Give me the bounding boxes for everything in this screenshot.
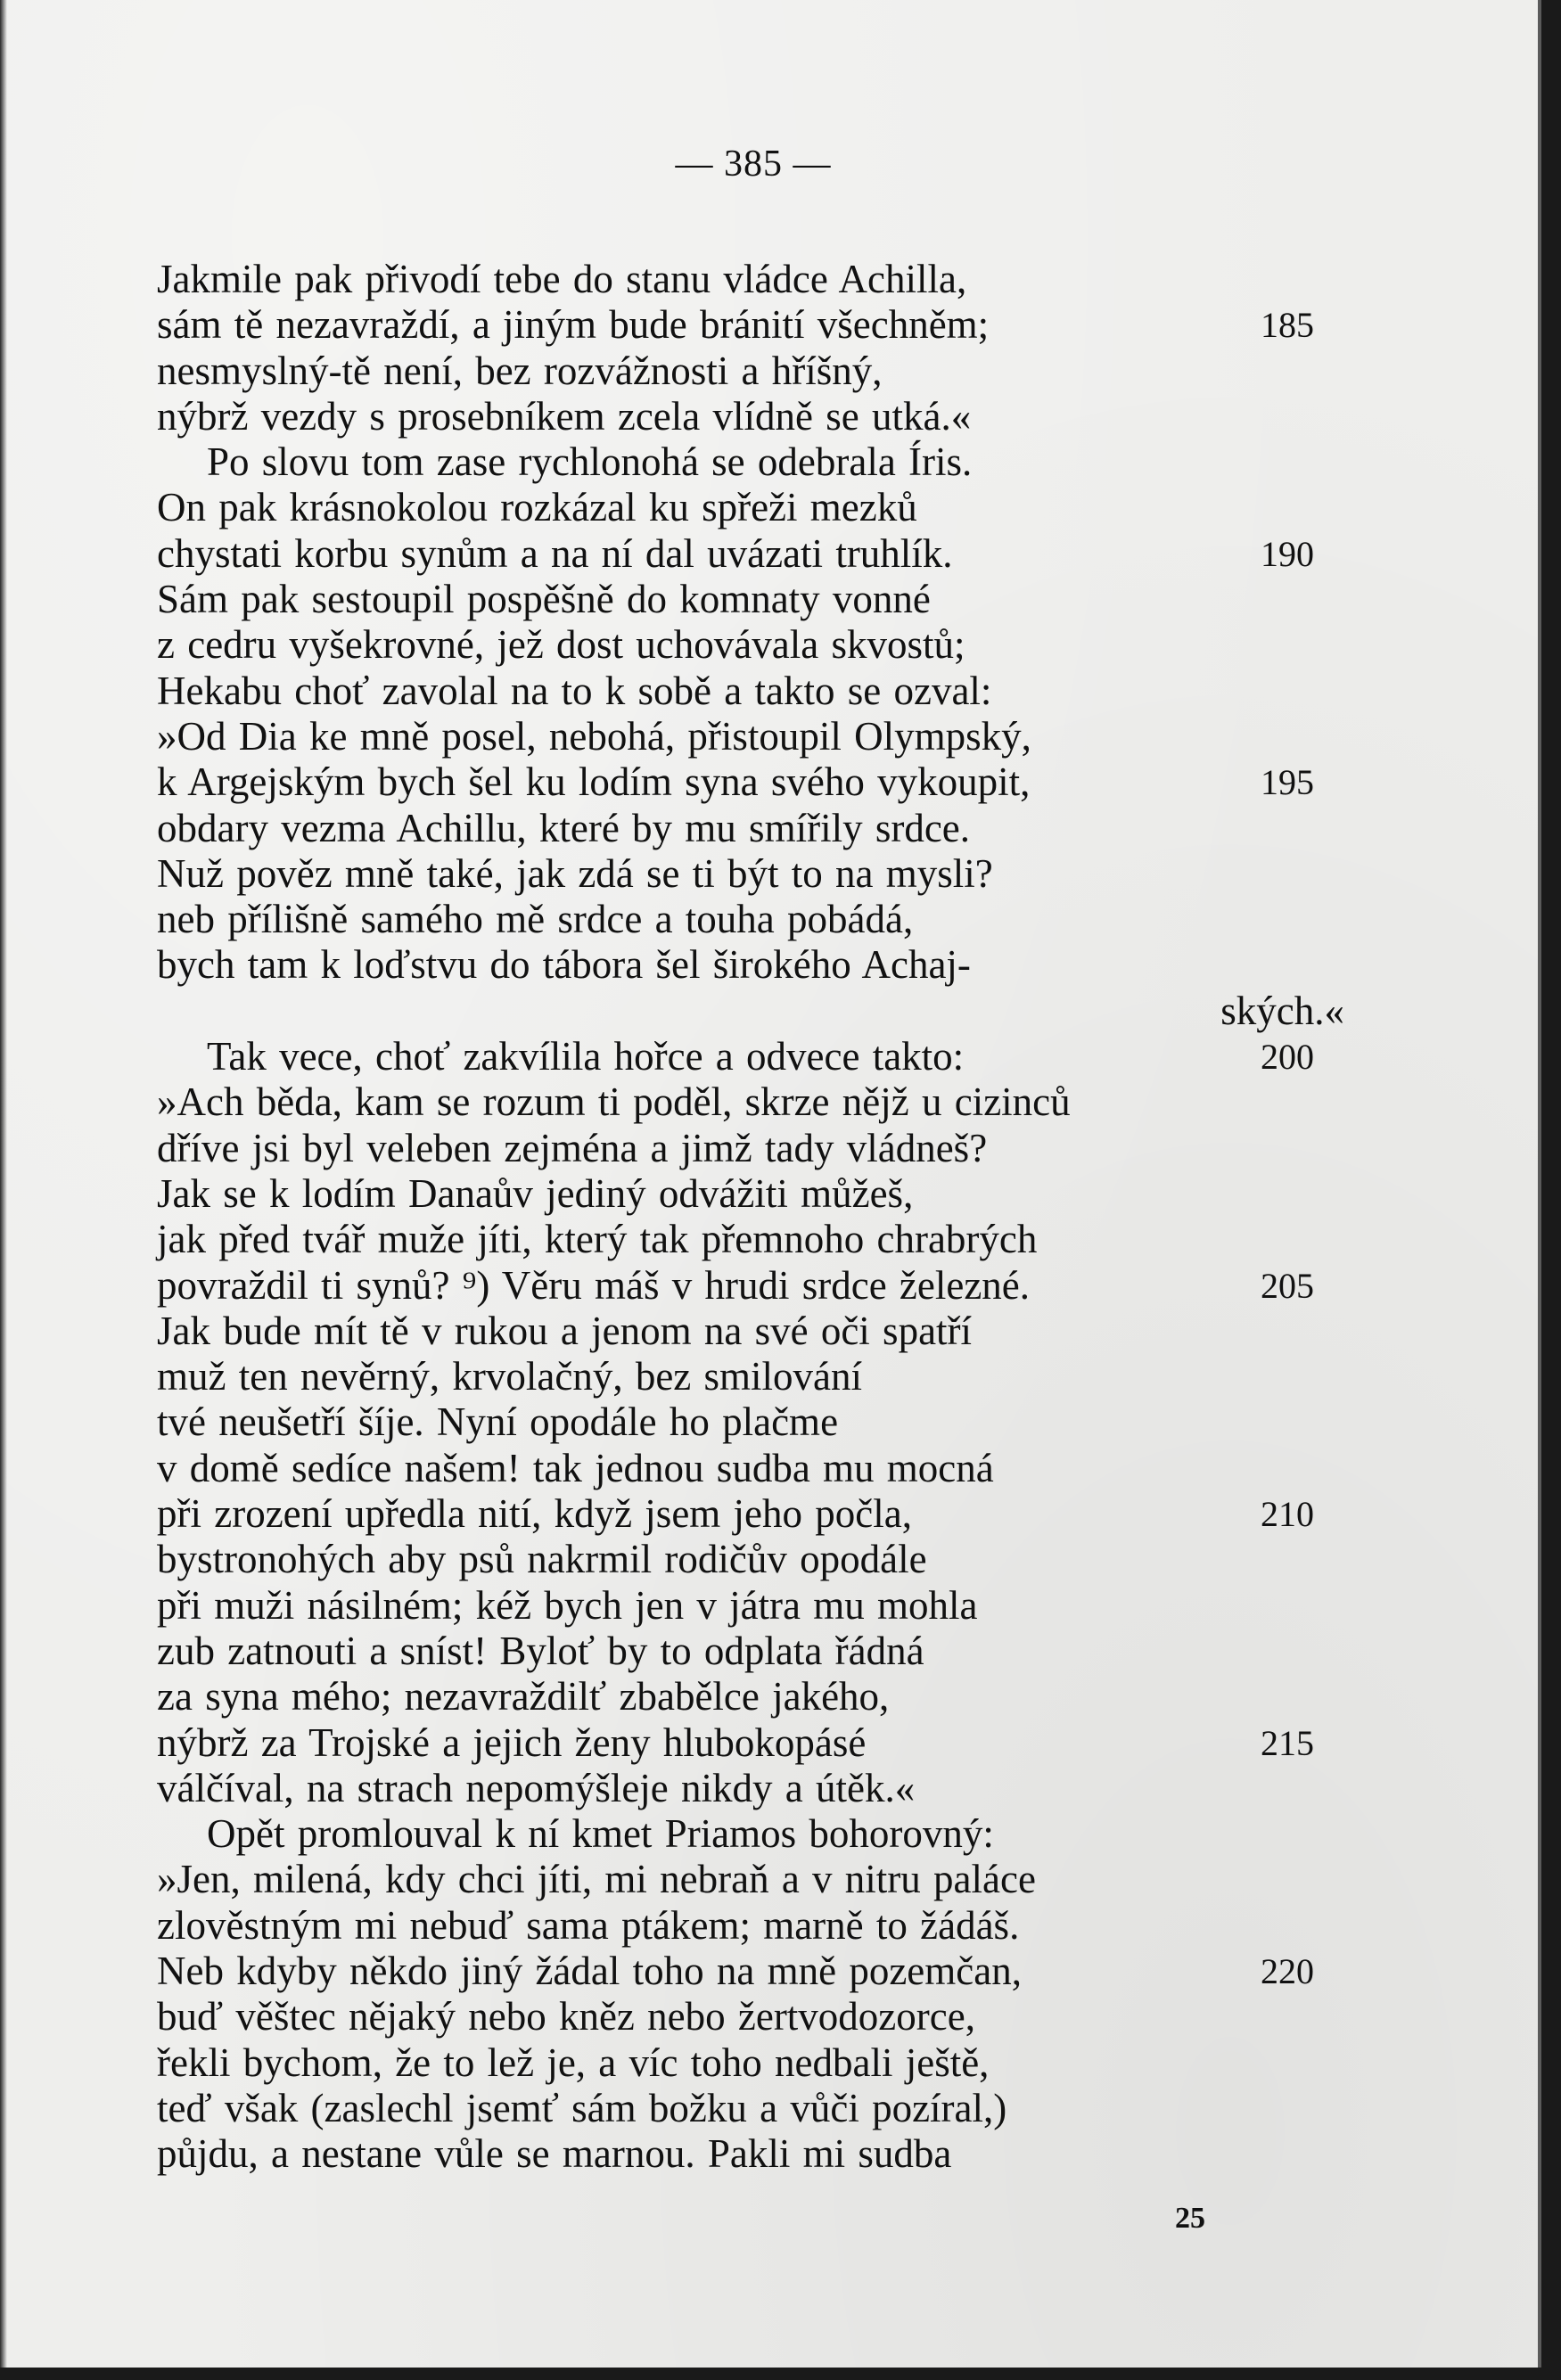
verse-text: »Ach běda, kam se rozum ti poděl, skrze nějž u cizinců [157, 1079, 1071, 1125]
verse-text: nýbrž vezdy s prosebníkem zcela vlídně se utká.« [157, 393, 972, 439]
verse-line [157, 1034, 1351, 1079]
verse-line [157, 942, 1351, 988]
line-number: 190 [1261, 533, 1314, 574]
page-number: — 385 — [675, 144, 832, 185]
verse-line [157, 1491, 1351, 1537]
verse-text: zlověstným mi nebuď sama ptákem; marně to žádáš. [157, 1902, 1020, 1948]
verse-line [157, 1126, 1351, 1171]
verse-line [157, 485, 1351, 530]
verse-line [157, 806, 1351, 851]
verse-text: tvé neušetří šíje. Nyní opodále ho plačme [157, 1399, 839, 1445]
line-number: 220 [1261, 1950, 1314, 1991]
line-number: 195 [1261, 762, 1314, 803]
verse-text: Jakmile pak přivodí tebe do stanu vládce Achilla, [157, 257, 967, 301]
verse-text: řekli bychom, že to lež je, a víc toho nedbali ještě, [157, 2039, 990, 2085]
verse-text: chystati korbu synům a na ní dal uvázati truhlík. [157, 530, 953, 576]
verse-text: neb přílišně samého mě srdce a touha pobádá, [157, 897, 914, 942]
verse-line [157, 897, 1351, 942]
verse-text: v domě sedíce našem! tak jednou sudba mu mocná [157, 1445, 994, 1490]
page-edge-shadow [0, 0, 7, 2368]
verse-line [157, 1399, 1351, 1445]
verse-line [157, 1629, 1351, 1674]
verse-line [157, 759, 1351, 805]
verse-line [157, 1354, 1351, 1399]
verse-line [157, 1446, 1351, 1491]
verse-text: On pak krásnokolou rozkázal ku spřeži mezků [157, 485, 917, 530]
verse-line [157, 714, 1351, 759]
verse-line [157, 257, 1351, 302]
verse-text: za syna mého; nezavraždilť zbabělce jakého, [157, 1674, 890, 1719]
verse-text: muž ten nevěrný, krvolačný, bez smilování [157, 1354, 863, 1399]
line-number: 185 [1261, 305, 1314, 346]
verse-line-continuation [157, 989, 1351, 1034]
verse-text: Jak bude mít tě v rukou a jenom na své oči spatří [157, 1308, 973, 1353]
verse-text: obdary vezma Achillu, které by mu smířily srdce. [157, 805, 971, 850]
verse-text: Hekabu choť zavolal na to k sobě a takto se ozval: [157, 668, 992, 713]
verse-line [157, 1263, 1351, 1309]
verse-line [157, 2131, 1351, 2177]
verse-list [157, 257, 1351, 2177]
verse-text: jak před tvář muže jíti, který tak přemnoho chrabrých [157, 1217, 1038, 1262]
verse-line [157, 1537, 1351, 1582]
verse-text: při zrození upředla nití, když jsem jeho počla, [157, 1491, 912, 1537]
verse-text: k Argejským bych šel ku lodím syna svého vykoupit, [157, 759, 1031, 805]
verse-line [157, 2086, 1351, 2131]
verse-line [157, 622, 1351, 668]
line-number: 200 [1261, 1037, 1314, 1078]
verse-line [157, 531, 1351, 577]
verse-line [157, 1217, 1351, 1262]
verse-text: sám tě nezavraždí, a jiným bude bránití všechněm; [157, 302, 990, 348]
verse-text: buď věštec nějaký nebo kněz nebo žertvodozorce, [157, 1994, 975, 2039]
verse-line [157, 1903, 1351, 1949]
verse-line [157, 1994, 1351, 2039]
verse-text: Po slovu tom zase rychlonohá se odebrala Íris. [207, 439, 973, 485]
verse-line [157, 1171, 1351, 1217]
verse-text: při muži násilném; kéž bych jen v játra mu mohla [157, 1582, 978, 1628]
verse-line [157, 394, 1351, 439]
verse-line [157, 1766, 1351, 1811]
verse-text: válčíval, na strach nepomýšleje nikdy a útěk.« [157, 1765, 916, 1810]
verse-text: Jak se k lodím Danaův jediný odvážiti můžeš, [157, 1170, 914, 1216]
verse-text: Opět promlouval k ní kmet Priamos bohorovný: [207, 1811, 994, 1857]
verse-text: nýbrž za Trojské a jejich ženy hlubokopásé [157, 1719, 867, 1765]
verse-line [157, 439, 1351, 485]
verse-line [157, 1583, 1351, 1629]
verse-line [157, 302, 1351, 348]
verse-text: Neb kdyby někdo jiný žádal toho na mně pozemčan, [157, 1948, 1022, 1993]
verse-line [157, 669, 1351, 714]
verse-text: dříve jsi byl veleben zejména a jimž tady vládneš? [157, 1125, 988, 1170]
verse-text: »Od Dia ke mně posel, nebohá, přistoupil Olympský, [157, 713, 1031, 759]
verse-text: půjdu, a nestane vůle se marnou. Pakli mi sudba [157, 2131, 952, 2177]
verse-text: bych tam k loďstvu do tábora šel širokého Achaj- [157, 942, 971, 988]
verse-line [157, 1949, 1351, 1994]
verse-text: »Jen, milená, kdy chci jíti, mi nebraň a v nitru paláce [157, 1857, 1036, 1902]
verse-line [157, 349, 1351, 394]
verse-text: Sám pak sestoupil pospěšně do komnaty vonné [157, 577, 931, 622]
verse-line [157, 577, 1351, 622]
verse-line [157, 2040, 1351, 2086]
line-number: 210 [1261, 1494, 1314, 1535]
verse-line [157, 1079, 1351, 1125]
verse-line [157, 851, 1351, 897]
verse-text: nesmyslný-tě není, bez rozvážnosti a hříšný, [157, 348, 883, 393]
verse-text: Nuž pověz mně také, jak zdá se ti být to na mysli? [157, 850, 993, 896]
line-number: 215 [1261, 1722, 1314, 1763]
verse-line [157, 1674, 1351, 1719]
verse-line [157, 1309, 1351, 1354]
verse-line [157, 1720, 1351, 1766]
verse-text: ských.« [1220, 988, 1344, 1033]
line-number: 205 [1261, 1265, 1314, 1306]
verse-text: povraždil ti synů? ⁹) Věru máš v hrudi srdce železné. [157, 1262, 1031, 1308]
verse-text: zub zatnouti a sníst! Byloť by to odplata řádná [157, 1628, 924, 1673]
verse-text: Tak vece, choť zakvílila hořce a odvece takto: [207, 1034, 965, 1079]
verse-text: bystronohých aby psů nakrmil rodičův opodále [157, 1537, 927, 1582]
verse-line [157, 1857, 1351, 1902]
verse-line [157, 1811, 1351, 1857]
verse-text: teď však (zaslechl jsemť sám božku a vůči pozíral,) [157, 2085, 1007, 2130]
verse-text: z cedru vyšekrovné, jež dost uchovávala skvostů; [157, 622, 965, 668]
printer-signature-mark: 25 [1175, 2202, 1205, 2235]
